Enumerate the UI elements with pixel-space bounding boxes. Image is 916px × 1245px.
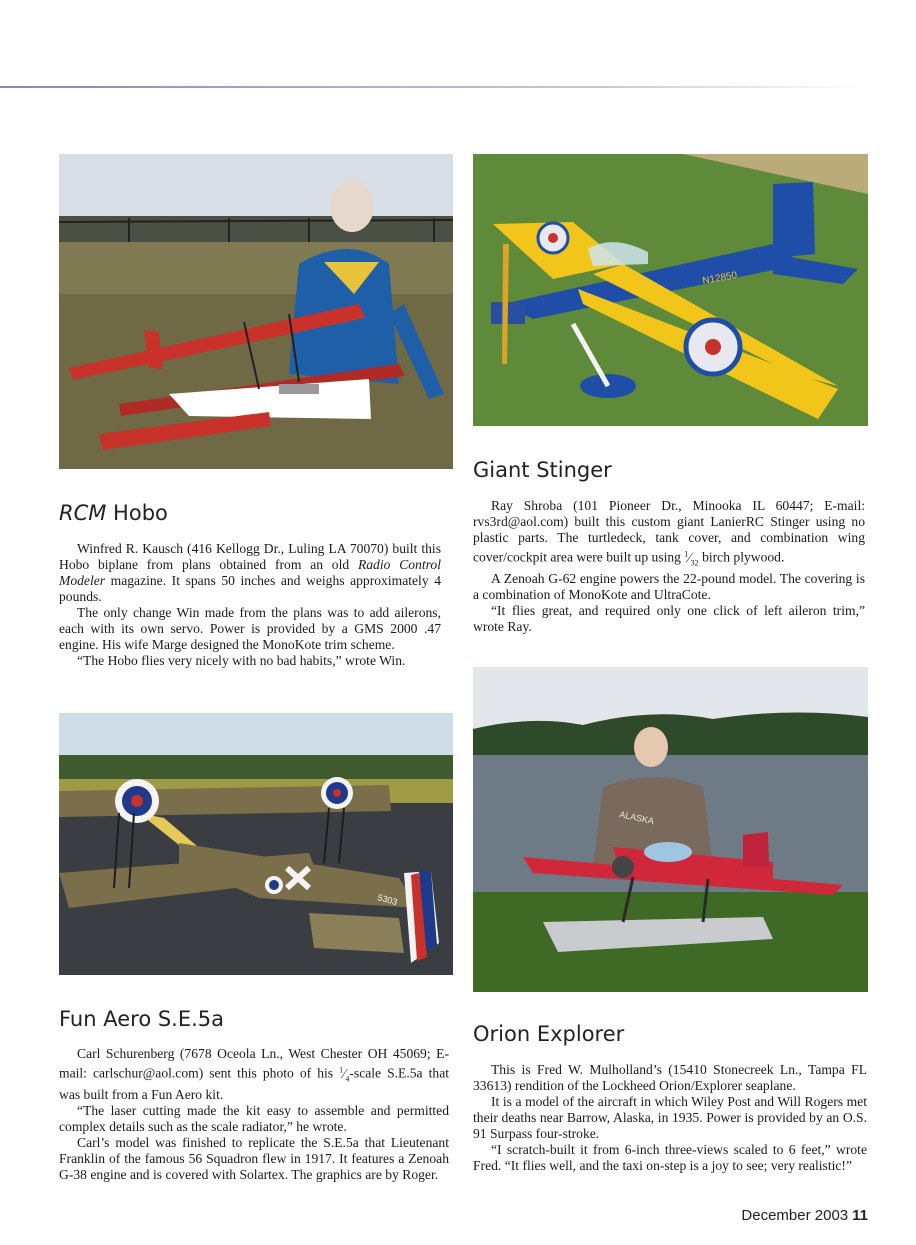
se5a-article — [59, 1046, 449, 1183]
se5a-heading: Fun Aero S.E.5a — [59, 1007, 225, 1031]
stinger-photo — [473, 154, 868, 426]
stinger-fraction: $^1⁄_{32}$ — [684, 549, 699, 568]
hobo-photo — [59, 154, 453, 469]
stinger-paragraph-2: A Zenoah G-62 engine powers the 22-pound model. The covering is a combination of MonoKote and UltraCote. — [473, 571, 865, 603]
hobo-heading-name: Hobo — [106, 501, 168, 525]
se5a-paragraph-2: “The laser cutting made the kit easy to assemble and permitted complex details such as the scale radiator,” he wrote. — [59, 1103, 449, 1135]
hobo-paragraph-1: Winfred R. Kausch (416 Kellogg Dr., Luling LA 70070) built this Hobo biplane from plans obtained from an old Radio Control Modeler magazine. It spans 50 inches and weighs approximately 4 pounds. — [59, 541, 441, 604]
stinger-article — [473, 498, 865, 635]
se5a-paragraph-3: Carl’s model was finished to replicate the S.E.5a that Lieutenant Franklin of the famous 56 Squadron flew in 1917. It features a Zenoah G-38 engine and is covered with Solartex. The graphics are by Roger. — [59, 1135, 449, 1183]
orion-heading: Orion Explorer — [473, 1022, 625, 1046]
hobo-heading-prefix: RCM — [59, 501, 107, 525]
orion-paragraph-2: It is a model of the aircraft in which Wiley Post and Will Rogers met their deaths near Barrow, Alaska, in 1935. Power is provided by an O.S. 91 Surpass four-stroke. — [473, 1094, 867, 1141]
stinger-paragraph-1: Ray Shroba (101 Pioneer Dr., Minooka IL 60447; E-mail: rvs3rd@aol.com) built this custom giant LanierRC Stinger using no plastic parts. The turtledeck, tank cover, and combination wing cover/cockpit area were built up using $^1⁄_{32}$ birch plywood. — [473, 498, 865, 568]
orion-article — [473, 1062, 867, 1174]
stinger-heading: Giant Stinger — [473, 458, 612, 482]
orion-shirt-text: ALASKA — [618, 809, 655, 827]
orion-paragraph-3: “I scratch-built it from 6-inch three-views scaled to 6 feet,” wrote Fred. “It flies well, and the taxi on-step is a joy to see; very realistic!” — [473, 1142, 867, 1173]
hobo-magazine-title: Radio Control Modeler — [59, 557, 441, 588]
se5a-fraction: $^1⁄_4$ — [339, 1065, 350, 1084]
page-number: 11 — [852, 1207, 868, 1224]
se5a-paragraph-1: Carl Schurenberg (7678 Oceola Ln., West Chester OH 45069; E-mail: carlschur@aol.com) sent this photo of his $^1⁄_4$-scale S.E.5a that was built from a Fun Aero kit. — [59, 1046, 449, 1103]
se5a-serial: 5303 — [376, 892, 399, 908]
se5a-photo — [59, 713, 453, 975]
hobo-article — [59, 541, 441, 669]
hobo-paragraph-2: The only change Win made from the plans was to add ailerons, each with its own servo. Power is provided by a GMS 2000 .47 engine. His wife Marge designed the MonoKote trim scheme. — [59, 605, 441, 652]
stinger-registration: N12850 — [701, 270, 739, 287]
orion-photo — [473, 667, 868, 992]
hobo-heading — [59, 501, 168, 525]
orion-paragraph-1: This is Fred W. Mulholland’s (15410 Stonecreek Ln., Tampa FL 33613) rendition of the Lockheed Orion/Explorer seaplane. — [473, 1062, 867, 1093]
issue-date: December 2003 — [741, 1207, 849, 1224]
header-rule — [0, 86, 870, 88]
hobo-paragraph-3: “The Hobo flies very nicely with no bad habits,” wrote Win. — [77, 653, 406, 668]
page-footer — [741, 1207, 868, 1224]
stinger-paragraph-3: “It flies great, and required only one click of left aileron trim,” wrote Ray. — [473, 603, 865, 635]
